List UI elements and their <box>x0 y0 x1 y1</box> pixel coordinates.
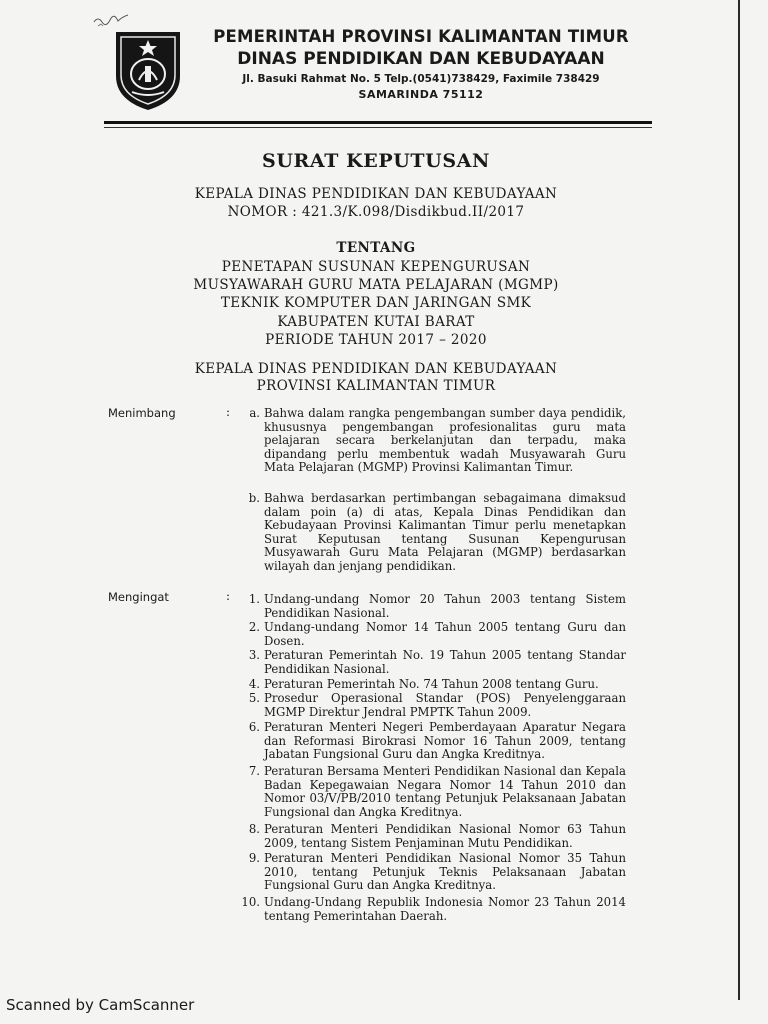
subject-line: PENETAPAN SUSUNAN KEPENGURUSAN <box>221 259 531 275</box>
authority-line: PROVINSI KALIMANTAN TIMUR <box>256 378 496 394</box>
tentang-heading: TENTANG <box>336 240 416 256</box>
item-text: Peraturan Menteri Pendidikan Nasional Nomor 35 Tahun 2010, tentang Petunjuk Teknis Pelaksanaan Jabatan Fungsional Guru dan Angka Kreditnya. <box>264 851 626 893</box>
item-text: Peraturan Pemerintah No. 74 Tahun 2008 tentang Guru. <box>264 677 599 691</box>
province-emblem-logo <box>112 28 184 112</box>
letterhead-divider-thin <box>104 127 652 128</box>
item-number: 6. <box>248 720 260 734</box>
item-number: 10. <box>241 895 260 909</box>
mengingat-label: Mengingat <box>108 590 169 604</box>
item-number: 9. <box>248 851 260 865</box>
item-text: Peraturan Menteri Pendidikan Nasional Nomor 63 Tahun 2009, tentang Sistem Penjaminan Mutu Pendidikan. <box>264 822 626 850</box>
item-text: Peraturan Menteri Negeri Pemberdayaan Aparatur Negara dan Reformasi Birokrasi Nomor 16 Tahun 2009, tentang Jabatan Fungsional Guru dan Angka Kreditnya. <box>264 720 626 762</box>
menimbang-colon: : <box>226 405 231 419</box>
issuer-line: KEPALA DINAS PENDIDIKAN DAN KEBUDAYAAN <box>194 186 558 202</box>
tentang-subject <box>112 258 640 349</box>
subject-line: KABUPATEN KUTAI BARAT <box>277 313 475 330</box>
item-text: Bahwa dalam rangka pengembangan sumber daya pendidik, khususnya pengembangan profesionalitas guru mata pelajaran secara berkelanjutan dan terpadu, maka dipandang perlu membentuk wadah Musyawarah Guru Mata Pelajaran (MGMP) Provinsi Kalimantan Timur. <box>264 406 626 475</box>
item-number: 1. <box>248 592 260 606</box>
item-marker: a. <box>249 406 260 420</box>
letterhead-divider-thick <box>104 121 652 124</box>
menimbang-label: Menimbang <box>108 406 176 420</box>
subject-line: PERIODE TAHUN 2017 – 2020 <box>265 331 487 348</box>
letterhead-government: PEMERINTAH PROVINSI KALIMANTAN TIMUR <box>213 27 629 46</box>
subject-line: MUSYAWARAH GURU MATA PELAJARAN (MGMP) <box>193 277 559 294</box>
item-marker: b. <box>248 491 260 505</box>
letterhead-city: SAMARINDA 75112 <box>358 88 484 101</box>
decree-number: NOMOR : 421.3/K.098/Disdikbud.II/2017 <box>227 204 525 220</box>
document-title: SURAT KEPUTUSAN <box>262 150 490 172</box>
item-text: Peraturan Pemerintah No. 19 Tahun 2005 tentang Standar Pendidikan Nasional. <box>264 648 626 676</box>
item-text: Peraturan Bersama Menteri Pendidikan Nasional dan Kepala Badan Kepegawaian Negara Nomor 14 Tahun 2010 dan Nomor 03/V/PB/2010 tentang Petunjuk Pelaksanaan Jabatan Fungsional dan Angka Kreditnya. <box>264 764 626 819</box>
authority-block <box>112 361 640 395</box>
scan-edge-line <box>738 0 740 1000</box>
item-number: 7. <box>248 764 260 778</box>
item-number: 2. <box>248 620 260 634</box>
item-number: 3. <box>248 648 260 662</box>
item-number: 8. <box>248 822 260 836</box>
subject-line: TEKNIK KOMPUTER DAN JARINGAN SMK <box>220 295 532 312</box>
decree-issuer-block <box>112 185 640 221</box>
mengingat-colon: : <box>226 589 231 603</box>
authority-line: KEPALA DINAS PENDIDIKAN DAN KEBUDAYAAN <box>194 361 558 377</box>
item-text: Undang-undang Nomor 20 Tahun 2003 tentang Sistem Pendidikan Nasional. <box>264 592 626 620</box>
item-text: Undang-undang Nomor 14 Tahun 2005 tentang Guru dan Dosen. <box>264 620 626 648</box>
item-number: 4. <box>248 677 260 691</box>
scanner-watermark: Scanned by CamScanner <box>6 996 195 1014</box>
letterhead <box>196 26 646 102</box>
letterhead-address: Jl. Basuki Rahmat No. 5 Telp.(0541)738429, Faximile 738429 <box>242 73 600 85</box>
item-text: Bahwa berdasarkan pertimbangan sebagaimana dimaksud dalam poin (a) di atas, Kepala Dinas Pendidikan dan Kebudayaan Provinsi Kalimantan Timur perlu menetapkan Surat Keputusan tentang Susunan Kepengurusan Musyawarah Guru Mata Pelajaran (MGMP) berdasarkan wilayah dan jenjang pendidikan. <box>264 491 626 573</box>
item-number: 5. <box>248 691 260 705</box>
item-text: Undang-Undang Republik Indonesia Nomor 23 Tahun 2014 tentang Pemerintahan Daerah. <box>264 895 626 923</box>
letterhead-agency: DINAS PENDIDIKAN DAN KEBUDAYAAN <box>237 49 605 69</box>
item-text: Prosedur Operasional Standar (POS) Penyelenggaraan MGMP Direktur Jendral PMPTK Tahun 2009. <box>264 691 626 719</box>
